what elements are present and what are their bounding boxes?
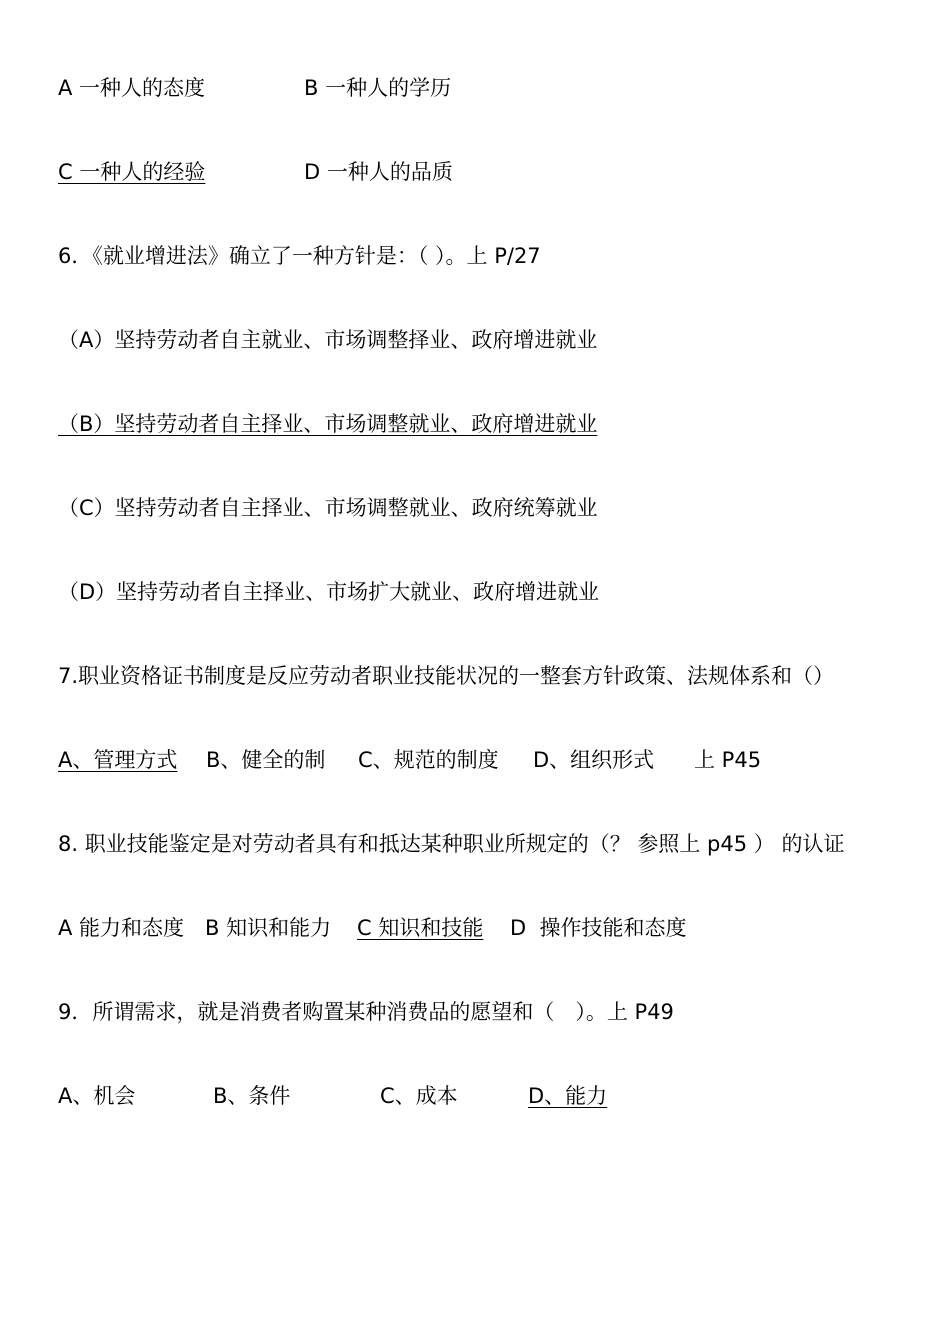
q8-option-c-answer: C 知识和技能 xyxy=(357,916,484,940)
q9-option-a: A、机会 xyxy=(58,1084,136,1108)
q8-options-row xyxy=(58,914,687,942)
q9-option-c: C、成本 xyxy=(380,1084,458,1108)
q7-option-b: B、健全的制 xyxy=(206,748,326,772)
q7-options-row xyxy=(58,746,762,774)
q6-option-b-answer: （B）坚持劳动者自主择业、市场调整就业、政府增进就业 xyxy=(58,412,598,436)
q5-options-row-1 xyxy=(58,74,452,102)
q5-option-c-answer: C 一种人的经验 xyxy=(58,160,206,184)
q9-stem: 9．所谓需求，就是消费者购置某种消费品的愿望和（ ）。上 P49 xyxy=(58,1000,674,1024)
q8-option-b: B 知识和能力 xyxy=(205,916,332,940)
q5-option-a: A 一种人的态度 xyxy=(58,76,206,100)
q9-option-b: B、条件 xyxy=(213,1084,291,1108)
q7-option-d: D、组织形式 xyxy=(533,748,655,772)
q8-option-d: D 操作技能和态度 xyxy=(510,916,687,940)
q9-options-row xyxy=(58,1082,608,1110)
q8-option-a: A 能力和态度 xyxy=(58,916,185,940)
q7-option-c: C、规范的制度 xyxy=(358,748,499,772)
q7-page-ref: 上 P45 xyxy=(694,748,762,772)
q7-option-a-answer: A、管理方式 xyxy=(58,748,178,772)
q5-options-row-2 xyxy=(58,158,453,186)
q6-stem: 6．《就业增进法》确立了一种方针是：（ ）。上 P/27 xyxy=(58,244,541,268)
q6-option-d: （D）坚持劳动者自主择业、市场扩大就业、政府增进就业 xyxy=(58,580,600,604)
q6-option-c: （C）坚持劳动者自主择业、市场调整就业、政府统筹就业 xyxy=(58,496,598,520)
q5-option-b: B 一种人的学历 xyxy=(304,76,452,100)
q8-stem: 8. 职业技能鉴定是对劳动者具有和抵达某种职业所规定的（？ 参照上 p45 ） 的认证 xyxy=(58,832,845,856)
q9-option-d-answer: D、能力 xyxy=(528,1084,608,1108)
q7-stem: 7.职业资格证书制度是反应劳动者职业技能状况的一整套方针政策、法规体系和（） xyxy=(58,664,835,688)
q5-option-d: D 一种人的品质 xyxy=(304,160,453,184)
q6-option-a: （A）坚持劳动者自主就业、市场调整择业、政府增进就业 xyxy=(58,328,598,352)
